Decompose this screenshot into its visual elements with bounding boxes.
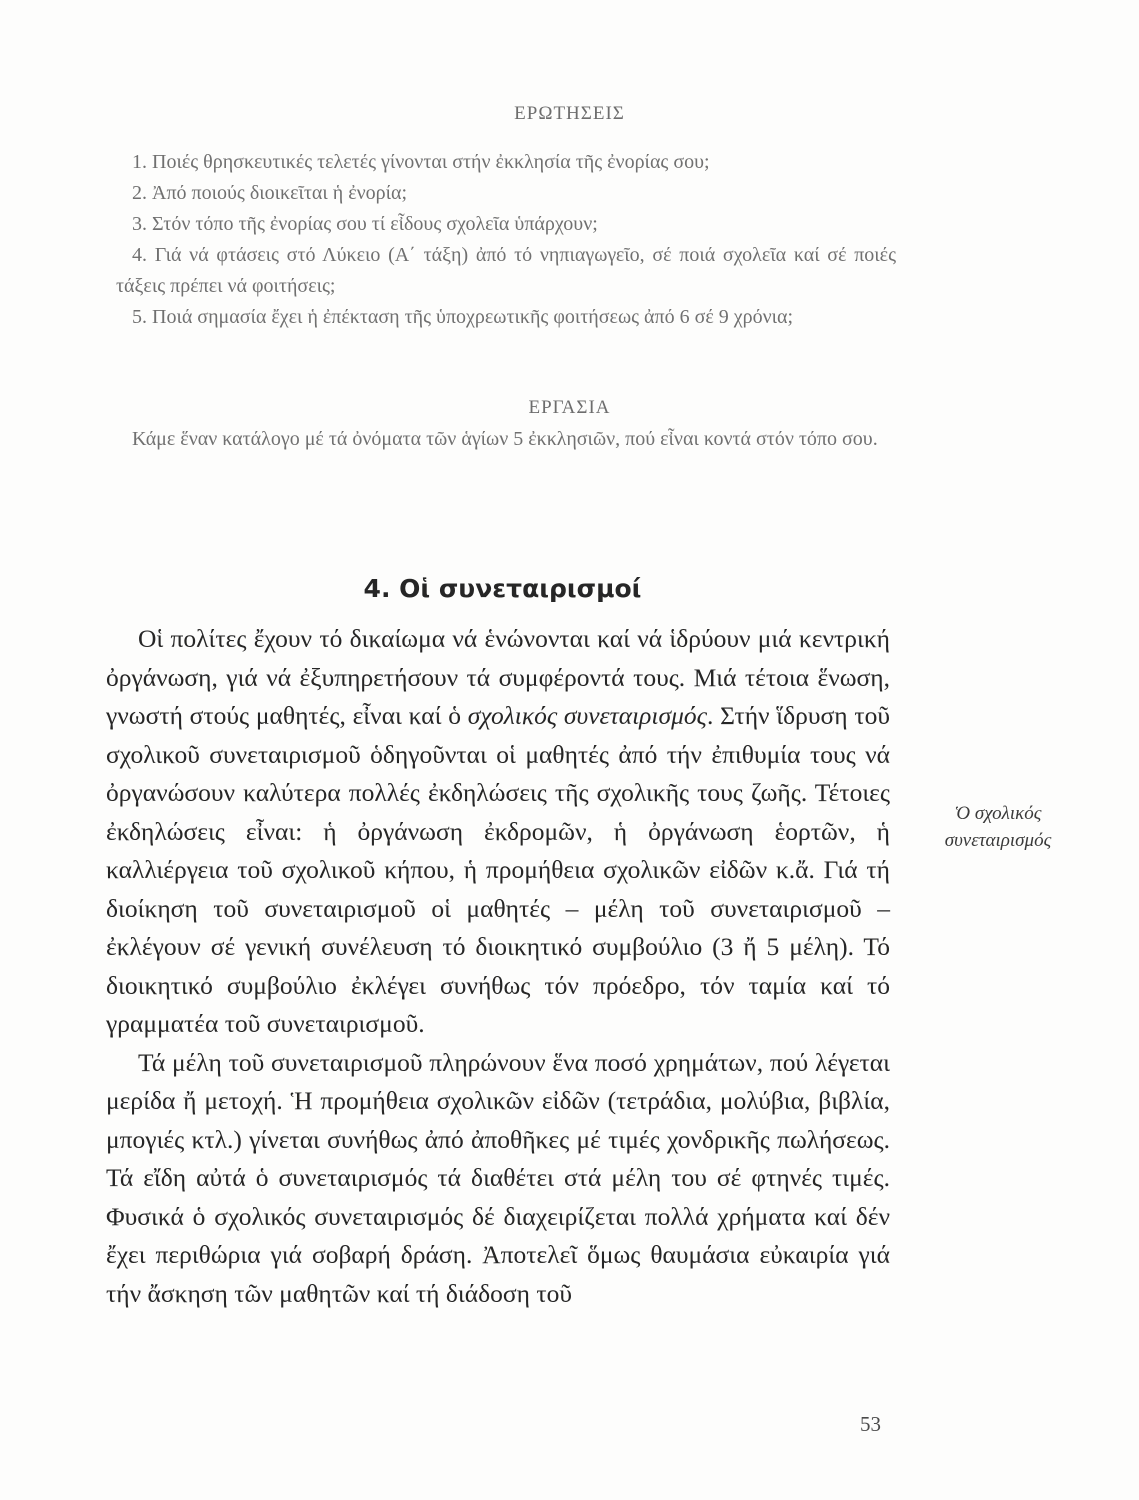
p1-text-b: . Στήν ἵδρυση τοῦ σχολικοῦ συνεταιρισμοῦ ὁδηγοῦνται οἱ μαθητές ἀπό τήν ἐπιθυμία τους νά ὀργανώσουν καλύτερα πολλές ἐκδηλώσεις τῆς σχολικῆς τους ζωῆς. Τέτοιες ἐκδηλώσεις εἶναι: ἡ ὀργάνωση ἐκδρομῶν, ἡ ὀργάνωση ἑορτῶν, ἡ καλλιέργεια τοῦ σχολικοῦ κήπου, ἡ προμήθεια σχολικῶν εἰδῶν κ.ἄ. Γιά τή διοίκηση τοῦ συνεταιρισμοῦ οἱ μαθητές – μέλη τοῦ συνεταιρισμοῦ – ἐκλέγουν σέ γενική συνέλευση τό διοικητικό συμβούλιο (3 ἤ 5 μέλη). Τό διοικητικό συμβούλιο ἐκλέγει συνήθως τόν πρόεδρο, τόν ταμία καί τό γραμματέα τοῦ συνεταιρισμοῦ. xyxy=(106,701,890,1038)
questions-heading: ΕΡΩΤΗΣΕΙΣ xyxy=(514,103,625,124)
work-text: Κάμε ἕναν κατάλογο μέ τά ὀνόματα τῶν ἁγίων 5 ἐκκλησιῶν, πού εἶναι κοντά στόν τόπο σου. xyxy=(132,428,878,450)
question-item: 3. Στόν τόπο τῆς ἐνορίας σου τί εἶδους σχολεῖα ὑπάρχουν; xyxy=(132,213,598,235)
margin-note-line-1: Ὁ σχολικός xyxy=(954,803,1042,824)
margin-note-line-2: συνεταιρισμός xyxy=(944,830,1052,851)
section-title: 4. Οἱ συνεταιρισμοί xyxy=(363,574,642,603)
body-paragraph-1 xyxy=(106,620,890,1044)
question-item: 4. Γιά νά φτάσεις στό Λύκειο (Α΄ τάξη) ἀπό τό νηπιαγωγεῖο, σέ ποιά σχολεῖα καί σέ ποιές τάξεις πρέπει νά φοιτήσεις; xyxy=(116,244,896,297)
questions-list xyxy=(116,147,896,333)
work-heading: ΕΡΓΑΣΙΑ xyxy=(528,397,611,418)
question-item: 1. Ποιές θρησκευτικές τελετές γίνονται στήν ἐκκλησία τῆς ἐνορίας σου; xyxy=(132,151,710,173)
page-number: 53 xyxy=(860,1412,881,1436)
body-paragraph-2: Τά μέλη τοῦ συνεταιρισμοῦ πληρώνουν ἕνα ποσό χρημάτων, πού λέγεται μερίδα ἤ μετοχή. Ἡ προμήθεια σχολικῶν εἰδῶν (τετράδια, μολύβια, βιβλία, μπογιές κτλ.) γίνεται συνήθως ἀπό ἀποθῆκες μέ τιμές χονδρικῆς πωλήσεως. Τά εἴδη αὐτά ὁ συνεταιρισμός τά διαθέτει στά μέλη του σέ φτηνές τιμές. Φυσικά ὁ σχολικός συνεταιρισμός δέ διαχειρίζεται πολλά χρήματα καί δέν ἔχει περιθώρια γιά σοβαρή δράση. Ἀποτελεῖ ὅμως θαυμάσια εὐκαιρία γιά τήν ἄσκηση τῶν μαθητῶν καί τή διάδοση τοῦ xyxy=(106,1047,890,1308)
question-item: 5. Ποιά σημασία ἔχει ἡ ἐπέκταση τῆς ὑποχρεωτικῆς φοιτήσεως ἀπό 6 σέ 9 χρόνια; xyxy=(132,306,794,328)
section-body xyxy=(106,620,890,1313)
p1-text-a: Οἱ πολίτες ἔχουν τό δικαίωμα νά ἑνώνονται καί νά ἱδρύουν μιά κεντρική ὀργάνωση, γιά νά ἐξυπηρετήσουν τά συμφέροντά τους. Μιά τέτοια ἕνωση, γνωστή στούς μαθητές, εἶναι καί ὁ xyxy=(106,624,890,730)
question-item: 2. Ἀπό ποιούς διοικεῖται ἡ ἐνορία; xyxy=(132,182,408,204)
p1-emphasis: σχολικός συνεταιρισμός xyxy=(467,701,707,730)
margin-note xyxy=(908,800,1088,854)
